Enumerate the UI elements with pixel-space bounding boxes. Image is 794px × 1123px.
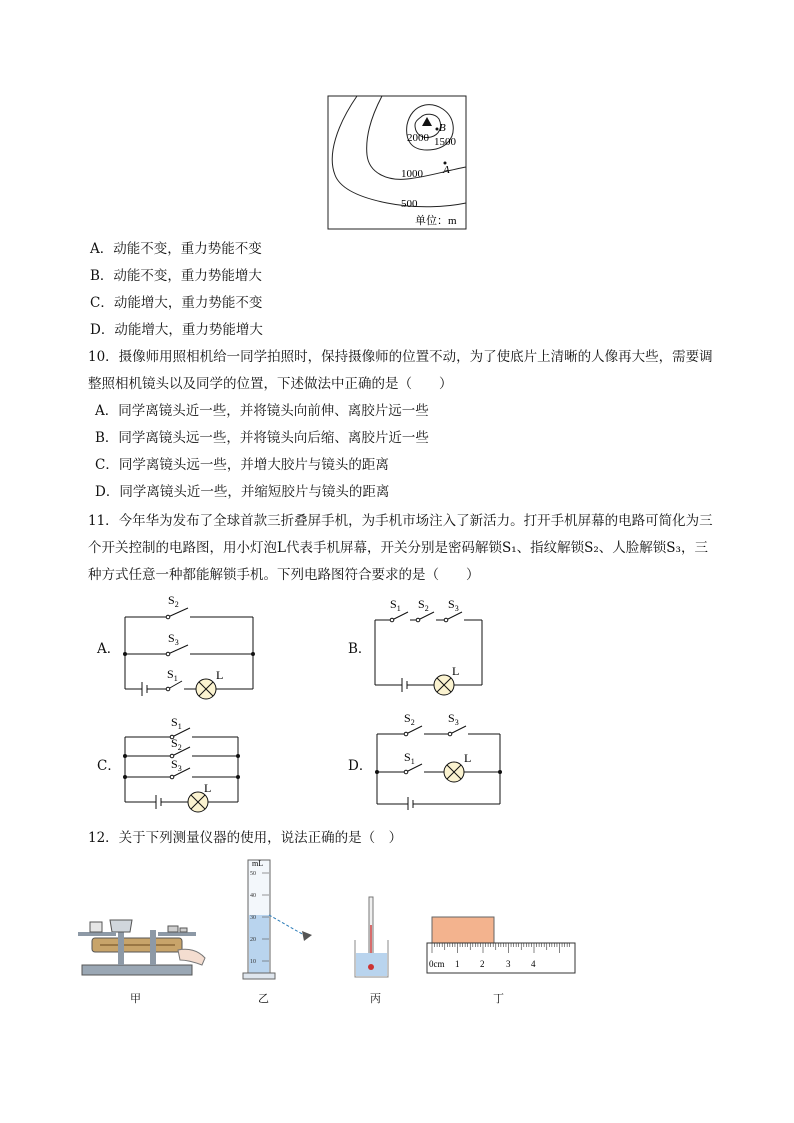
- contour-1000: 1000: [401, 168, 423, 180]
- svg-text:S2: $S_2$: [168, 593, 179, 609]
- topographic-map: [327, 95, 467, 230]
- thermometer-beaker: [350, 895, 395, 985]
- svg-text:3: 3: [506, 959, 511, 969]
- circuit-a-label: A．: [97, 641, 121, 657]
- svg-text:L: L: [464, 751, 472, 765]
- circuit-c: [120, 713, 245, 813]
- q9-option-a: A．动能不变，重力势能不变: [90, 241, 262, 257]
- svg-text:S1: $S_1$: [171, 715, 182, 731]
- q10-option-c: C．同学离镜头远一些，并增大胶片与镜头的距离: [95, 457, 389, 473]
- svg-text:S3: $S_3$: [448, 711, 459, 727]
- circuit-b-label: B．: [348, 641, 372, 657]
- q11-stem-line1: 11．今年华为发布了全球首款三折叠屏手机，为手机市场注入了新活力。打开手机屏幕的电路可简化为三: [88, 513, 713, 529]
- contour-2000: 2000: [407, 132, 429, 144]
- caption-yi: 乙: [258, 992, 269, 1005]
- caption-jia: 甲: [130, 992, 141, 1005]
- ruler-block: [424, 915, 579, 977]
- q10-option-a: A．同学离镜头近一些，并将镜头向前伸、离胶片远一些: [95, 403, 429, 419]
- q9-option-b: B．动能不变，重力势能增大: [90, 268, 262, 284]
- caption-bing: 丙: [370, 992, 381, 1005]
- circuit-a: [120, 592, 260, 697]
- q12-stem: 12．关于下列测量仪器的使用，说法正确的是（ ）: [88, 830, 403, 846]
- svg-text:40: 40: [250, 893, 256, 899]
- svg-text:L: L: [204, 781, 212, 795]
- svg-text:S3: $S_3$: [168, 631, 179, 647]
- q11-stem-line3: 种方式任意一种都能解锁手机。下列电路图符合要求的是（ ）: [88, 567, 480, 583]
- svg-text:S3: $S_3$: [448, 597, 459, 613]
- graduated-cylinder: [240, 855, 320, 985]
- q9-option-d: D．动能增大，重力势能增大: [90, 322, 263, 338]
- svg-text:30: 30: [250, 915, 256, 921]
- circuit-d-label: D．: [348, 758, 373, 774]
- point-a: A: [443, 164, 450, 176]
- q9-option-c: C．动能增大，重力势能不变: [90, 295, 263, 311]
- q11-stem-line2: 个开关控制的电路图，用小灯泡L代表手机屏幕，开关分别是密码解锁S₁、指纹解锁S₂、人脸解锁S₃，三: [88, 540, 708, 556]
- svg-text:50: 50: [250, 871, 256, 877]
- svg-text:4: 4: [531, 959, 536, 969]
- q10-stem-line2: 整照相机镜头以及同学的位置，下述做法中正确的是（ ）: [88, 376, 453, 392]
- svg-text:mL: mL: [252, 859, 264, 868]
- svg-text:S1: $S_1$: [390, 597, 401, 613]
- balance-illustration: [70, 910, 210, 985]
- caption-ding: 丁: [493, 992, 504, 1005]
- q10-option-b: B．同学离镜头远一些，并将镜头向后缩、离胶片近一些: [95, 430, 429, 446]
- circuit-b: [370, 598, 485, 693]
- svg-text:0cm: 0cm: [429, 959, 445, 969]
- eye-icon: [302, 931, 312, 941]
- contour-500: 500: [401, 198, 418, 210]
- svg-text:10: 10: [250, 959, 256, 965]
- svg-text:S2: $S_2$: [171, 736, 182, 752]
- map-unit: 单位：m: [415, 215, 457, 227]
- q10-stem-line1: 10．摄像师用照相机给一同学拍照时，保持摄像师的位置不动，为了使底片上清晰的人像再大些，需要调: [88, 349, 713, 365]
- point-b: B: [439, 122, 446, 134]
- svg-text:S3: $S_3$: [171, 757, 182, 773]
- svg-text:S2: $S_2$: [404, 711, 415, 727]
- svg-text:L: L: [452, 664, 460, 678]
- svg-text:20: 20: [250, 937, 256, 943]
- svg-text:S1: $S_1$: [404, 750, 415, 766]
- contour-1500: 1500: [434, 136, 456, 148]
- svg-text:2: 2: [480, 959, 485, 969]
- svg-text:S1: $S_1$: [167, 667, 178, 683]
- svg-text:L: L: [216, 668, 224, 682]
- circuit-c-label: C．: [97, 758, 121, 774]
- svg-text:1: 1: [455, 959, 460, 969]
- q10-option-d: D．同学离镜头近一些，并缩短胶片与镜头的距离: [95, 484, 390, 500]
- svg-text:S2: $S_2$: [418, 597, 429, 613]
- circuit-d: [372, 710, 507, 810]
